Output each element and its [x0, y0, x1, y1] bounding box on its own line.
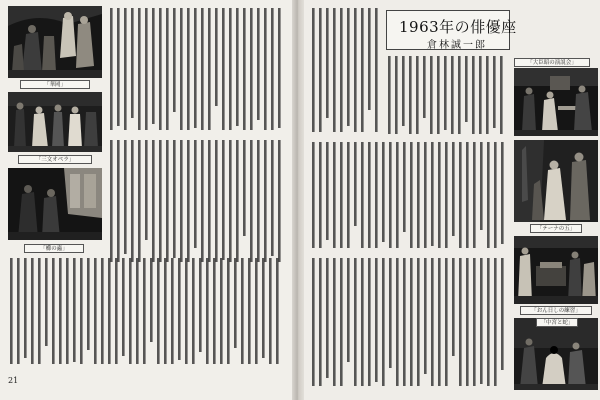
body-text-upper-left [108, 6, 288, 134]
photo-caption-1: 「華岡」 [20, 80, 90, 89]
photo-caption-5: 「テーナの五」 [530, 224, 582, 233]
left-page [0, 0, 292, 400]
body-text-middle-right [310, 140, 510, 252]
article-title-box [386, 10, 517, 51]
photo-caption-7: 「中宮と蛇」 [536, 318, 578, 327]
body-text-upper-right [310, 6, 382, 136]
stage-photo-4 [514, 68, 598, 136]
book-gutter [292, 0, 304, 400]
stage-photo-7 [514, 318, 598, 390]
page-number: 21 [8, 376, 19, 385]
photo-caption-3: 「櫛の蟲」 [24, 244, 84, 253]
photo-caption-2: 「三文オペラ」 [18, 155, 92, 164]
body-text-lower-left [8, 256, 288, 368]
stage-photo-1 [8, 6, 102, 78]
body-text-lead-right [386, 54, 510, 136]
article-title: 1963年の俳優座 [399, 18, 517, 36]
photo-caption-6: 「おん日しの練習」 [520, 306, 592, 315]
stage-photo-5 [514, 140, 598, 222]
stage-photo-6 [514, 236, 598, 304]
right-page [304, 0, 600, 400]
photo-caption-4: 「大臣昭の演説会」 [514, 58, 590, 67]
body-text-middle-left [108, 138, 288, 266]
article-author: 倉林誠一郎 [427, 40, 487, 51]
stage-photo-3 [8, 168, 102, 240]
stage-photo-2 [8, 92, 102, 152]
body-text-lower-right [310, 256, 510, 390]
